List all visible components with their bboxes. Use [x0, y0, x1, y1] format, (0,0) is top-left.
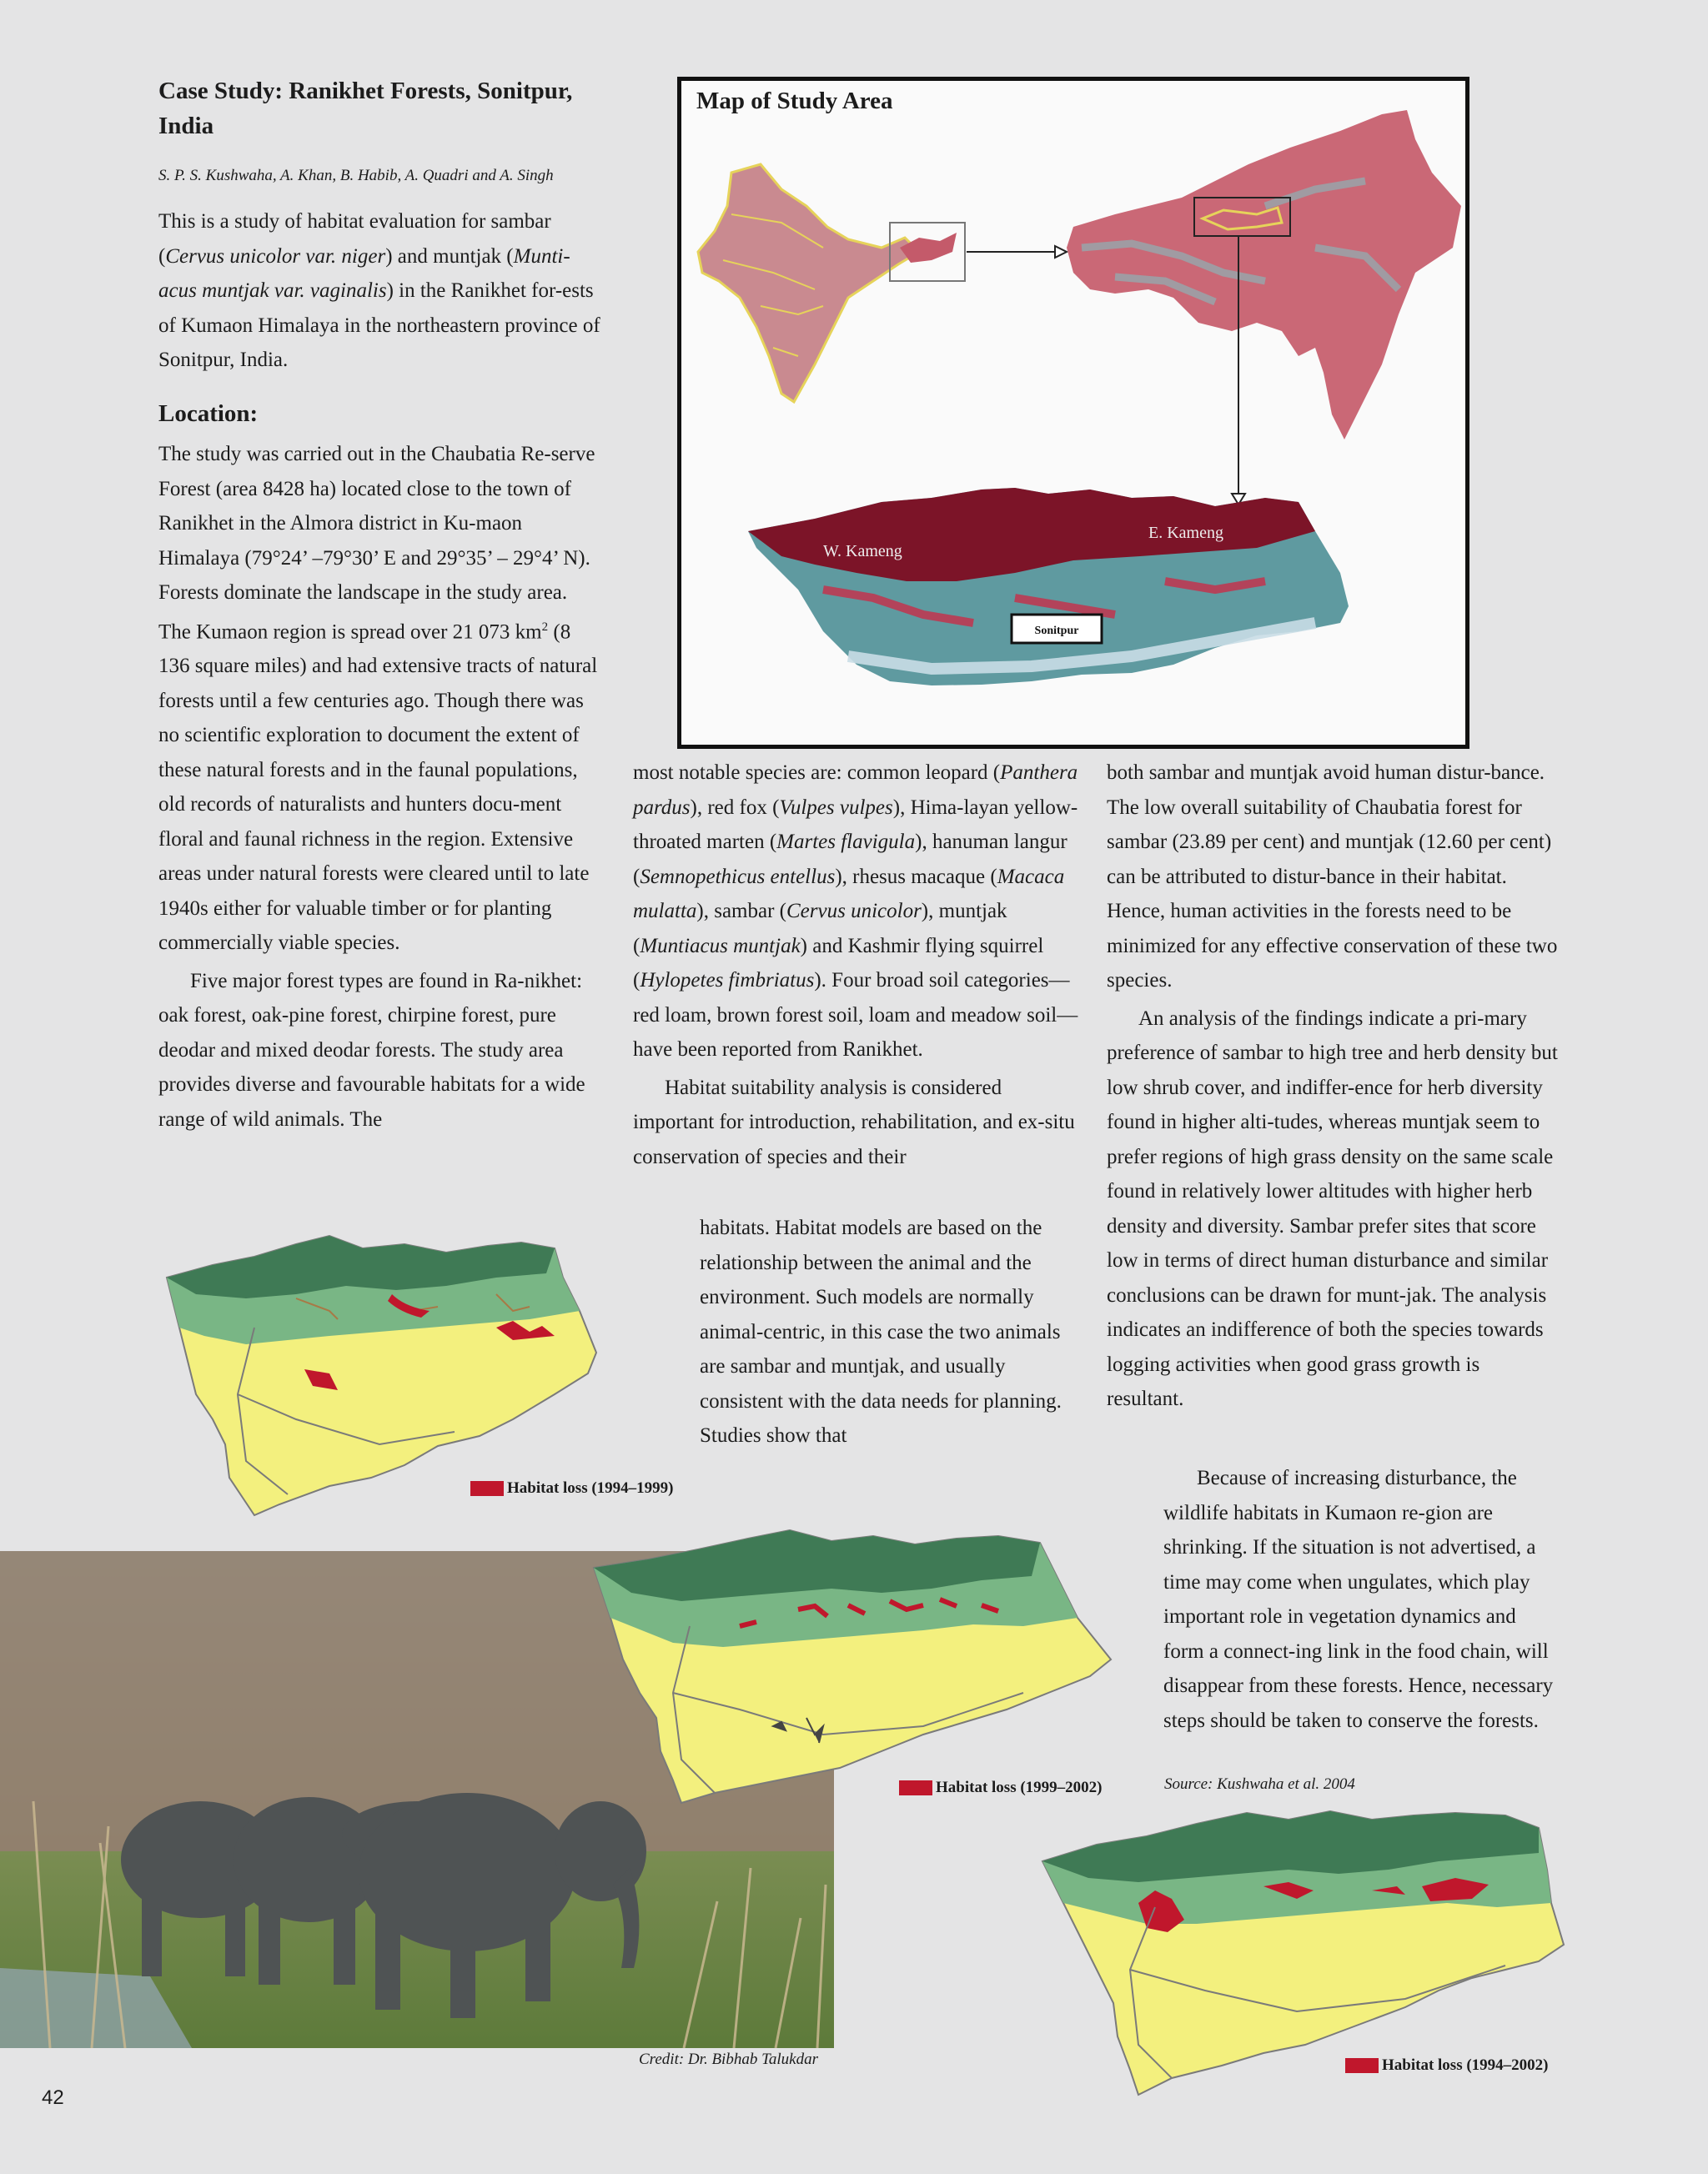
habitat-loss-swatch: [899, 1780, 932, 1795]
photo-credit: Credit: Dr. Bibhab Talukdar: [639, 2051, 819, 2068]
case-study-title: Case Study: Ranikhet Forests, Sonitpur, India: [158, 78, 573, 139]
authors-line: S. P. S. Kushwaha, A. Khan, B. Habib, A. Quadri and A. Singh: [158, 167, 554, 184]
source-citation: Source: Kushwaha et al. 2004: [1164, 1775, 1355, 1793]
location-paragraph-2: Five major forest types are found in Ra-nikhet: oak forest, oak-pine forest, chirpine forest, pure deodar and mixed deodar forests. The study area provides diverse and favourable habitats for a wide range of wild animals. The: [158, 969, 585, 1131]
legend-habitat-loss-1994-2002: Habitat loss (1994–2002): [1345, 2056, 1549, 2075]
intro-paragraph: This is a study of habitat evaluation for sambar (Cervus unicolor var. niger) and muntjak (Munti-acus muntjak var. vaginalis) in the Ranikhet for-ests of Kumaon Himalaya in the northeastern province of Sonitpur, India.: [158, 210, 600, 371]
disturbance-paragraph: both sambar and muntjak avoid human distur-bance. The low overall suitability of Chaubatia forest for sambar (23.89 per cent) and muntjak (12.60 per cent) can be attributed to distur-bance in their habitat. Hence, human activities in the forests need to be minimized for any effective conservation of these two species.: [1107, 761, 1558, 992]
study-area-map: [677, 77, 1469, 749]
map-title: Map of Study Area: [696, 88, 893, 114]
habitat-loss-swatch: [470, 1481, 504, 1496]
map-label-w-kameng: W. Kameng: [823, 542, 902, 560]
page-number: 42: [42, 2086, 64, 2109]
map-graphic: [681, 81, 1465, 745]
location-text: [158, 437, 602, 1137]
findings-paragraph: An analysis of the findings indicate a pri-mary preference of sambar to high tree and herb density but low shrub cover, and indiffer-ence for herb diversity found in higher alti-tudes, whereas muntjak seem to prefer regions of high grass density on the same scale found in relatively lower altitudes with higher herb density and diversity. Sambar prefer sites that score low in terms of direct human disturbance and similar conclusions can be drawn for munt-jak. The analysis indicates an indifference of both the species towards logging activities when good grass growth is resultant.: [1107, 1007, 1558, 1410]
india-outline: [698, 164, 919, 402]
legend-habitat-loss-1999-2002: Habitat loss (1999–2002): [899, 1779, 1103, 1797]
conclusion-paragraph: Because of increasing disturbance, the wildlife habitats in Kumaon re-gion are shrinking. If the situation is not advertised, a time may come when ungulates, which play important role in vegetation dynamics and form a connect-ing link in the food chain, will disappear from these forests. Hence, necessary steps should be taken to conserve the forests.: [1163, 1467, 1554, 1732]
legend-habitat-loss-1994-1999: Habitat loss (1994–1999): [470, 1479, 674, 1498]
column-3-text: [1107, 756, 1561, 1417]
location-paragraph-1: The study was carried out in the Chaubatia Re-serve Forest (area 8428 ha) located close to the town of Ranikhet in the Almora district in Ku-maon Himalaya (79°24’ –79°30’ E and 29°35’ – 29°4’ N). Forests dominate the landscape in the study area. The Kumaon region is spread over 21 073 $km^2$ (8 136 square miles) and had extensive tracts of natural forests until a few centuries ago. Though there was no scientific exploration to document the extent of these natural forests and in the faunal populations, old records of naturalists and hunters docu-ment floral and faunal richness in the region. Extensive areas under natural forests were cleared until to late 1940s either for valuable timber or for planting commercially viable species.: [158, 443, 598, 955]
location-heading: Location:: [158, 400, 259, 427]
habitat-map-1999-2002: [590, 1526, 1115, 1818]
column-2-text: [633, 756, 1088, 1174]
habitat-suitability-paragraph-a: Habitat suitability analysis is considered important for introduction, rehabilitation, and ex-situ conservation of species and their: [633, 1076, 1075, 1168]
map-label-sonitpur: Sonitpur: [1034, 625, 1079, 637]
species-paragraph: most notable species are: common leopard (Panthera pardus), red fox (Vulpes vulpes), Hima-layan yellow-throated marten (Martes flavigula), hanuman langur (Semnopethicus entellus), rhesus macaque (Macaca mulatta), sambar (Cervus unicolor), muntjak (Muntiacus muntjak) and Kashmir flying squirrel (Hylopetes fimbriatus). Four broad soil categories—red loam, brown forest soil, loam and meadow soil—have been reported from Ranikhet.: [633, 761, 1078, 1061]
habitat-suitability-paragraph-b: habitats. Habitat models are based on the relationship between the animal and the environment. Such models are normally animal-centric, in this case the two animals are sambar and muntjak, and usually consistent with the data needs for planning. Studies show that: [700, 1217, 1062, 1447]
habitat-loss-swatch: [1345, 2058, 1379, 2073]
map-label-e-kameng: E. Kameng: [1148, 524, 1223, 542]
